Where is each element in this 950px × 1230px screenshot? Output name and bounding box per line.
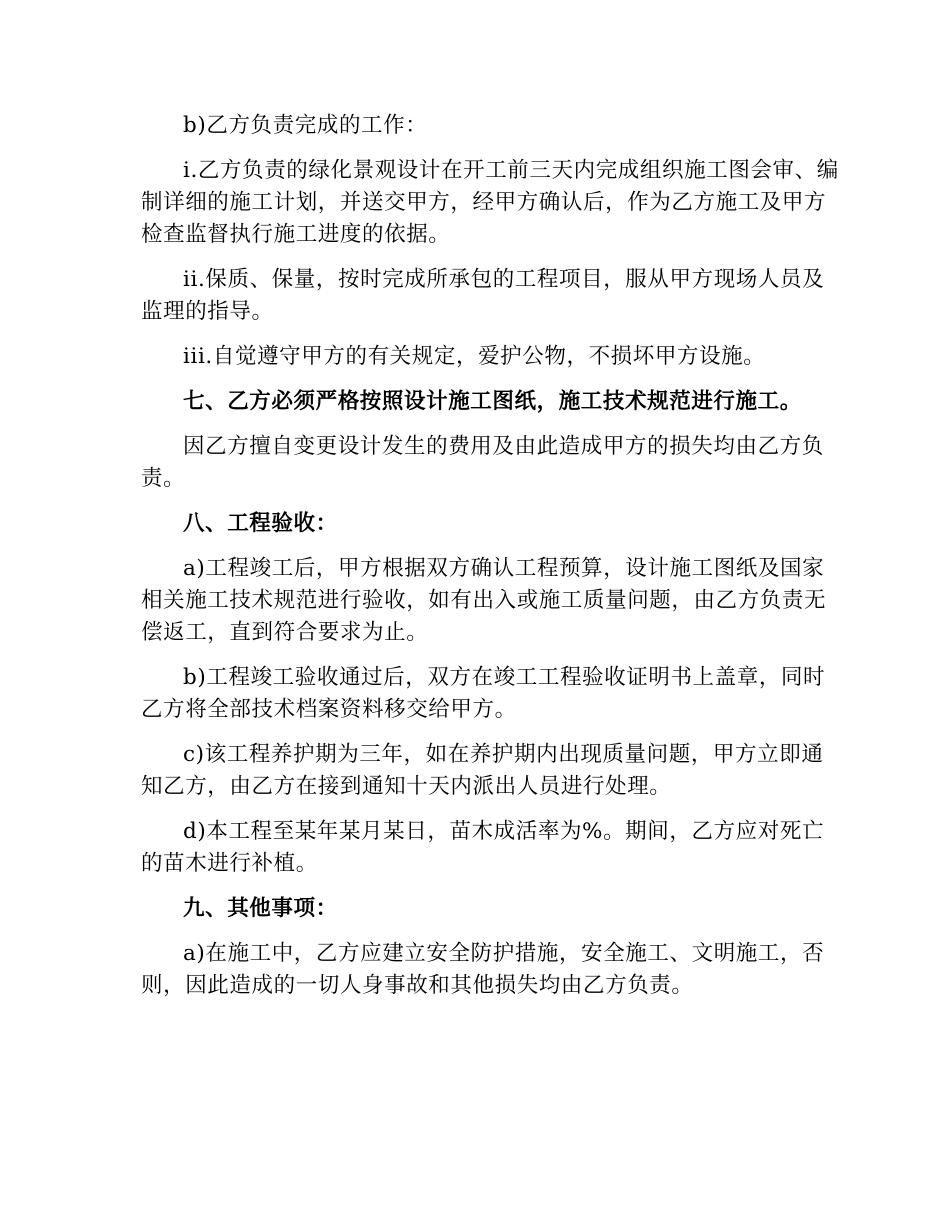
paragraph-c-maintenance-period: c)该工程养护期为三年，如在养护期内出现质量问题，甲方立即通知乙方，由乙方在接到通知十天内派出人员进行处理。 (141, 742, 824, 799)
paragraph-d-survival-rate: d)本工程至某年某月某日，苗木成活率为%。期间，乙方应对死亡的苗木进行补植。 (141, 819, 825, 876)
paragraph-a-acceptance: a)工程竣工后，甲方根据双方确认工程预算，设计施工图纸及国家相关施工技术规范进行验收，如有出入或施工质量问题，由乙方负责无偿返工，直到符合要求为止。 (141, 556, 827, 645)
section-heading-7: 七、乙方必须严格按照设计施工图纸，施工技术规范进行施工。 (183, 389, 802, 414)
document-body (141, 110, 841, 1015)
paragraph-b-acceptance-certificate: b)工程竣工验收通过后，双方在竣工工程验收证明书上盖章，同时乙方将全部技术档案资料移交给甲方。 (141, 665, 826, 722)
paragraph-i-design-review: i.乙方负责的绿化景观设计在开工前三天内完成组织施工图会审、编制详细的施工计划，并送交甲方，经甲方确认后，作为乙方施工及甲方检查监督执行施工进度的依据。 (141, 158, 839, 247)
paragraph-design-change-liability: 因乙方擅自变更设计发生的费用及由此造成甲方的损失均由乙方负责。 (141, 434, 824, 491)
section-heading-8: 八、工程验收： (183, 511, 338, 536)
paragraph-ii-quality-guarantee: ii.保质、保量，按时完成所承包的工程项目，服从甲方现场人员及监理的指导。 (141, 267, 825, 324)
paragraph-iii-comply-regulations: iii.自觉遵守甲方的有关规定，爱护公物，不损坏甲方设施。 (183, 344, 766, 369)
paragraph-b-tasks-intro: b)乙方负责完成的工作： (183, 113, 428, 138)
section-heading-9: 九、其他事项： (183, 896, 338, 921)
paragraph-a-safety: a)在施工中，乙方应建立安全防护措施，安全施工、文明施工，否则，因此造成的一切人身事故和其他损失均由乙方负责。 (141, 941, 825, 998)
